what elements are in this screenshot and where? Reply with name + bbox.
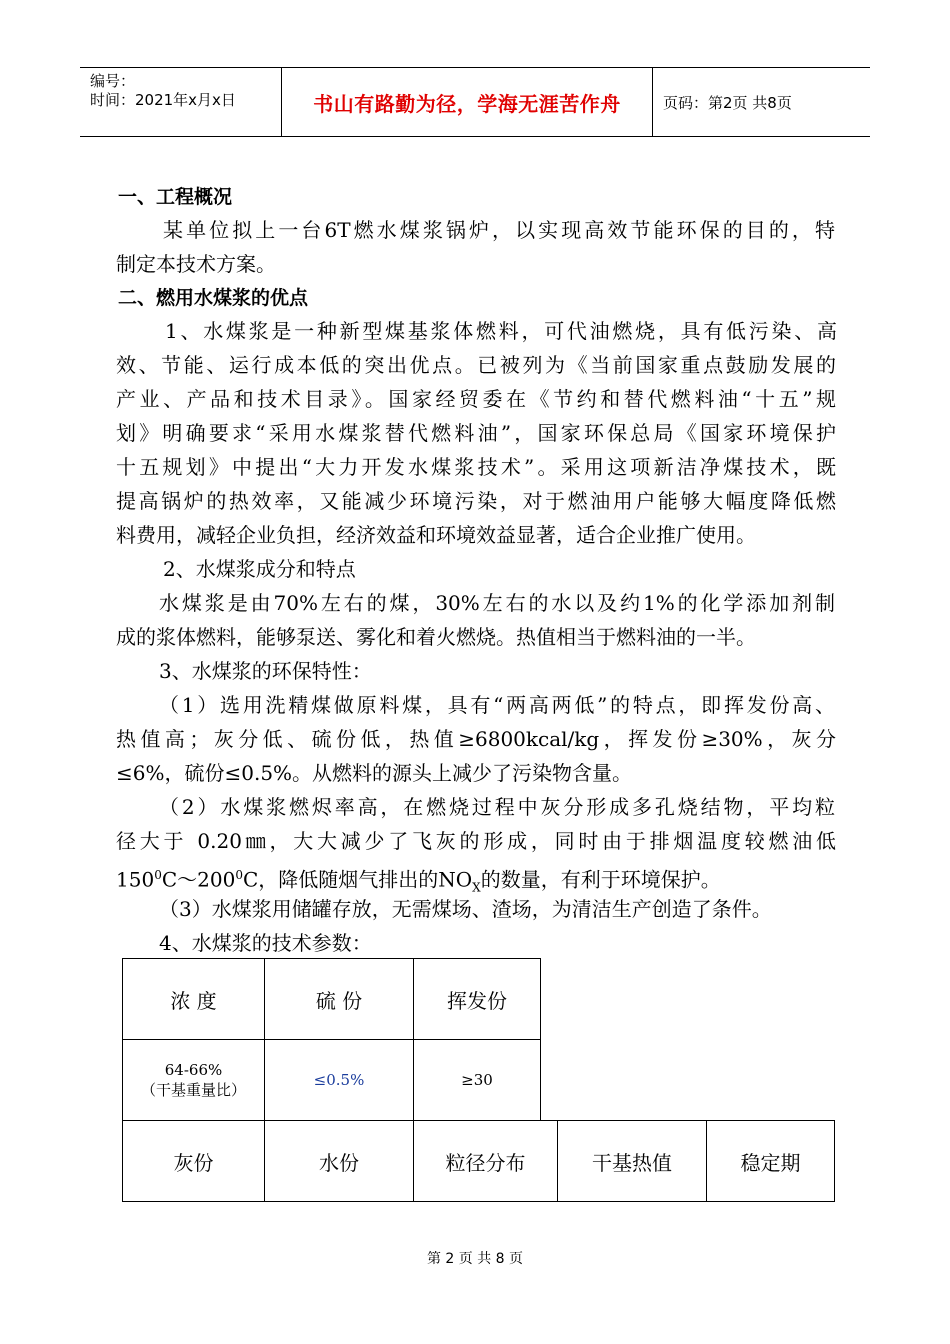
nox-tail: 的数量，有利于环境保护。 <box>480 867 721 892</box>
header-page-info: 页码：第2页 共8页 <box>663 93 792 112</box>
concentration-value: 64-66% <box>164 1061 223 1079</box>
paragraph-line: 1、水煤浆是一种新型煤基浆体燃料，可代油燃烧，具有低污染、高 <box>165 319 837 343</box>
document-header <box>80 67 870 137</box>
table-header-cell: 稳定期 <box>706 1120 835 1202</box>
paragraph-line: 效、节能、运行成本低的突出优点。已被列为《当前国家重点鼓励发展的 <box>116 353 836 377</box>
nox-sub: X <box>472 880 481 895</box>
paragraph-line: 径大于 0.20㎜，大大减少了飞灰的形成，同时由于排烟温度较燃油低 <box>116 829 836 853</box>
number-label: 编号： <box>90 72 136 90</box>
table-header-cell: 粒径分布 <box>413 1120 558 1202</box>
subsection-title: 2、水煤浆成分和特点 <box>163 557 356 581</box>
paragraph-line: 料费用，减轻企业负担，经济效益和环境效益显著，适合企业推广使用。 <box>116 523 756 547</box>
page-footer: 第 2 页 共 8 页 <box>426 1251 524 1267</box>
section-1-title: 一、工程概况 <box>118 186 233 208</box>
date-label: 时间：2021年x月x日 <box>90 91 236 109</box>
paragraph-line: ≤6%，硫份≤0.5%。从燃料的源头上减少了污染物含量。 <box>116 761 633 785</box>
paragraph-line: 提高锅炉的热效率，又能减少环境污染，对于燃油用户能够大幅度降低燃 <box>116 489 836 513</box>
paragraph-line: （3）水煤浆用储罐存放，无需煤场、渣场，为清洁生产创造了条件。 <box>159 897 772 921</box>
header-meta <box>80 68 282 136</box>
paragraph-line: 产业、产品和技术目录》。国家经贸委在《节约和替代燃料油“十五”规 <box>116 387 836 411</box>
concentration-note: （干基重量比） <box>140 1081 246 1099</box>
degree-sup: 0 <box>235 868 243 882</box>
paragraph-line: 水煤浆是由70%左右的煤，30%左右的水以及约1%的化学添加剂制 <box>159 591 835 615</box>
table-cell: ≤0.5% <box>264 1039 414 1121</box>
paragraph-line: （1）选用洗精煤做原料煤，具有“两高两低”的特点，即挥发份高、 <box>159 693 835 717</box>
paragraph-line <box>116 863 721 900</box>
table-header-cell: 灰份 <box>122 1120 265 1202</box>
table-header-cell: 浓 度 <box>122 958 265 1040</box>
nox-text: C，降低随烟气排出的NO <box>242 867 473 892</box>
paragraph-line: 十五规划》中提出“大力开发水煤浆技术”。采用这项新洁净煤技术，既 <box>116 455 836 479</box>
temp-low: 150 <box>116 867 155 892</box>
table-header-cell: 干基热值 <box>557 1120 707 1202</box>
paragraph-line: （2）水煤浆燃烬率高，在燃烧过程中灰分形成多孔烧结物，平均粒 <box>159 795 835 819</box>
table-header-cell: 水份 <box>264 1120 414 1202</box>
table-cell: ≥30 <box>413 1039 541 1121</box>
table-cell <box>122 1039 265 1121</box>
table-header-cell: 硫 份 <box>264 958 414 1040</box>
degree-sup: 0 <box>154 868 162 882</box>
paragraph-line: 制定本技术方案。 <box>116 252 276 276</box>
paragraph-line: 热值高；灰分低、硫份低，热值≥6800kcal/kg，挥发份≥30%，灰分 <box>116 727 836 751</box>
paragraph-line: 某单位拟上一台6T燃水煤浆锅炉，以实现高效节能环保的目的，特 <box>163 218 835 242</box>
header-motto: 书山有路勤为径，学海无涯苦作舟 <box>282 68 653 136</box>
paragraph-line: 成的浆体燃料，能够泵送、雾化和着火燃烧。热值相当于燃料油的一半。 <box>116 625 756 649</box>
table-header-cell: 挥发份 <box>413 958 541 1040</box>
subsection-title: 3、水煤浆的环保特性： <box>159 659 372 683</box>
subsection-title: 4、水煤浆的技术参数： <box>159 931 372 955</box>
section-2-title: 二、燃用水煤浆的优点 <box>118 287 309 309</box>
paragraph-line: 划》明确要求“采用水煤浆替代燃料油”，国家环保总局《国家环境保护 <box>116 421 836 445</box>
temp-range: C～200 <box>161 867 236 892</box>
